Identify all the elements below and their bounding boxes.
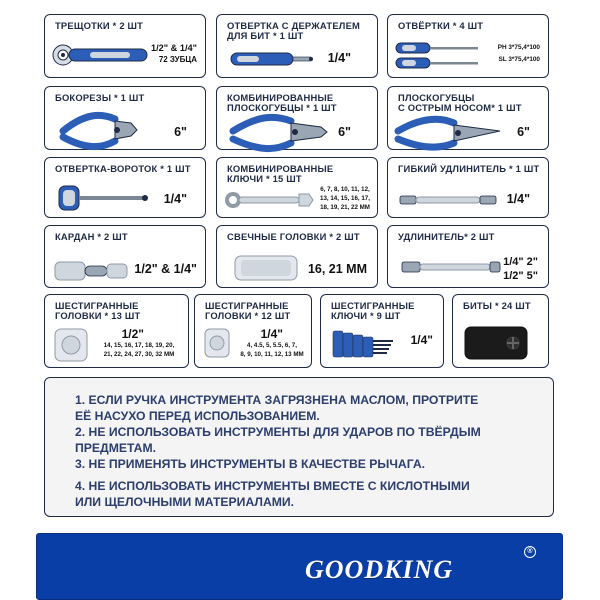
spark-sockets-spec: 16, 21 MM xyxy=(307,262,367,276)
ratchets-teeth: 72 ЗУБЦА xyxy=(158,55,197,64)
combo-wrenches-title-line2: КЛЮЧИ * 15 ШТ xyxy=(227,173,302,184)
note-3-line1: 3. НЕ ПРИМЕНЯТЬ ИНСТРУМЕНТЫ В КАЧЕСТВЕ РЫЧАГА. xyxy=(75,457,426,471)
card-extensions xyxy=(387,225,549,288)
card-combo-pliers xyxy=(216,86,378,150)
ratchets-spec: 1/2" & 1/4" xyxy=(151,43,197,53)
card-hex-sockets-13 xyxy=(44,294,189,368)
note-1-line2: ЕЁ НАСУХО ПЕРЕД ИСПОЛЬЗОВАНИЕМ. xyxy=(75,409,320,423)
screwdrivers-sl-spec: SL 3*75,4*100 xyxy=(498,56,540,63)
needle-pliers-title-line1: ПЛОСКОГУБЦЫ xyxy=(398,92,475,103)
brand-bar xyxy=(36,533,563,600)
combo-wrenches-sizes-line3: 18, 19, 21, 22 MM xyxy=(320,204,370,211)
bit-holder-title-line2: ДЛЯ БИТ * 1 ШТ xyxy=(227,30,304,41)
combo-wrenches-title-line1: КОМБИНИРОВАННЫЕ xyxy=(227,163,334,174)
flex-ext-spec: 1/4" xyxy=(506,192,530,206)
hex-keys-image xyxy=(321,295,445,369)
hex-sockets-12-sizes-line2: 8, 9, 10, 11, 12, 13 MM xyxy=(240,351,304,358)
combo-pliers-title-line2: ПЛОСКОГУБЦЫ * 1 ШТ xyxy=(227,102,337,113)
card-bit-holder xyxy=(216,14,378,78)
hex-keys-title-line2: КЛЮЧИ * 9 ШТ xyxy=(331,310,401,321)
notes-box xyxy=(44,377,554,517)
bit-holder-spec: 1/4" xyxy=(327,51,351,65)
spinner-spec: 1/4" xyxy=(163,192,187,206)
spinner-title: ОТВЕРТКА-ВОРОТОК * 1 ШТ xyxy=(55,163,191,174)
card-universal-joint xyxy=(44,225,206,288)
extensions-spec-line2: 1/2" 5" xyxy=(503,270,538,282)
spark-socket-image xyxy=(217,226,377,286)
screwdrivers-ph-spec: PH 3*75,4*100 xyxy=(497,44,540,51)
hex-sockets-13-sizes-line2: 21, 22, 24, 27, 30, 32 MM xyxy=(103,351,175,358)
registered-mark: ® xyxy=(524,546,536,558)
combo-pliers-title-line1: КОМБИНИРОВАННЫЕ xyxy=(227,92,334,103)
side-cutters-title: БОКОРЕЗЫ * 1 ШТ xyxy=(55,92,145,103)
note-4-line2: ИЛИ ЩЕЛОЧНЫМИ МАТЕРИАЛАМИ. xyxy=(75,495,295,509)
joint-spec: 1/2" & 1/4" xyxy=(134,262,197,276)
hex-sockets-13-title-line2: ГОЛОВКИ * 13 ШТ xyxy=(55,310,141,321)
note-4-line1: 4. НЕ ИСПОЛЬЗОВАТЬ ИНСТРУМЕНТЫ ВМЕСТЕ С КИСЛОТНЫМИ xyxy=(75,479,470,493)
hex-sockets-13-sizes-line1: 14, 15, 16, 17, 18, 19, 20, xyxy=(103,342,175,349)
card-side-cutters xyxy=(44,86,206,150)
combo-wrenches-sizes-line2: 13, 14, 15, 16, 17, xyxy=(320,195,370,202)
hex-keys-title-line1: ШЕСТИГРАННЫЕ xyxy=(331,300,415,311)
note-2-line1: 2. НЕ ИСПОЛЬЗОВАТЬ ИНСТРУМЕНТЫ ДЛЯ УДАРОВ ПО ТВЁРДЫМ xyxy=(75,425,481,439)
needle-pliers-title-line2: С ОСТРЫМ НОСОМ* 1 ШТ xyxy=(398,102,522,113)
ratchets-title: ТРЕЩОТКИ * 2 ШТ xyxy=(55,20,144,31)
card-ratchets xyxy=(44,14,206,78)
combo-wrenches-sizes-line1: 6, 7, 8, 10, 11, 12, xyxy=(320,186,370,193)
spinner-image xyxy=(45,158,205,218)
hex-sockets-12-spec: 1/4" xyxy=(260,327,283,341)
hex-sockets-13-title-line1: ШЕСТИГРАННЫЕ xyxy=(55,300,139,311)
spark-sockets-title: СВЕЧНЫЕ ГОЛОВКИ * 2 ШТ xyxy=(227,231,360,242)
combo-pliers-spec: 6" xyxy=(338,125,351,139)
hex-sockets-13-spec: 1/2" xyxy=(121,327,144,341)
card-needle-pliers xyxy=(387,86,549,150)
bit-holder-title-line1: ОТВЕРТКА С ДЕРЖАТЕЛЕМ xyxy=(227,20,361,31)
bit-holder-image xyxy=(217,15,377,75)
needle-pliers-spec: 6" xyxy=(517,125,530,139)
extensions-title: УДЛИНИТЕЛЬ* 2 ШТ xyxy=(398,231,495,242)
combo-pliers-image xyxy=(217,87,377,147)
flex-ext-title: ГИБКИЙ УДЛИНИТЕЛЬ * 1 ШТ xyxy=(398,163,540,174)
hex-sockets-12-sizes-line1: 4, 4.5, 5, 5.5, 6, 7, xyxy=(247,342,297,349)
side-cutters-spec: 6" xyxy=(174,125,187,139)
universal-joint-image xyxy=(45,226,205,286)
hex-sockets-12-title-line2: ГОЛОВКИ * 12 ШТ xyxy=(205,310,291,321)
card-combo-wrenches xyxy=(216,157,378,218)
extensions-spec-line1: 1/4" 2" xyxy=(503,256,538,268)
bits-image xyxy=(453,295,550,369)
screwdrivers-title: ОТВЁРТКИ * 4 ШТ xyxy=(398,20,484,31)
hex-keys-spec: 1/4" xyxy=(410,333,433,347)
note-1-line1: 1. ЕСЛИ РУЧКА ИНСТРУМЕНТА ЗАГРЯЗНЕНА МАСЛОМ, ПРОТРИТЕ xyxy=(75,393,479,407)
flex-extension-image xyxy=(388,158,548,218)
card-hex-keys xyxy=(320,294,444,368)
joint-title: КАРДАН * 2 ШТ xyxy=(55,231,128,242)
card-spark-sockets xyxy=(216,225,378,288)
hex-sockets-12-title-line1: ШЕСТИГРАННЫЕ xyxy=(205,300,289,311)
brand-logo-text: GOODKING xyxy=(305,555,454,584)
card-spinner xyxy=(44,157,206,218)
card-bits xyxy=(452,294,549,368)
card-screwdrivers xyxy=(387,14,549,78)
note-2-line2: ПРЕДМЕТАМ. xyxy=(75,441,156,455)
card-hex-sockets-12 xyxy=(194,294,312,368)
bits-title: БИТЫ * 24 ШТ xyxy=(463,300,531,311)
card-flex-extension xyxy=(387,157,549,218)
